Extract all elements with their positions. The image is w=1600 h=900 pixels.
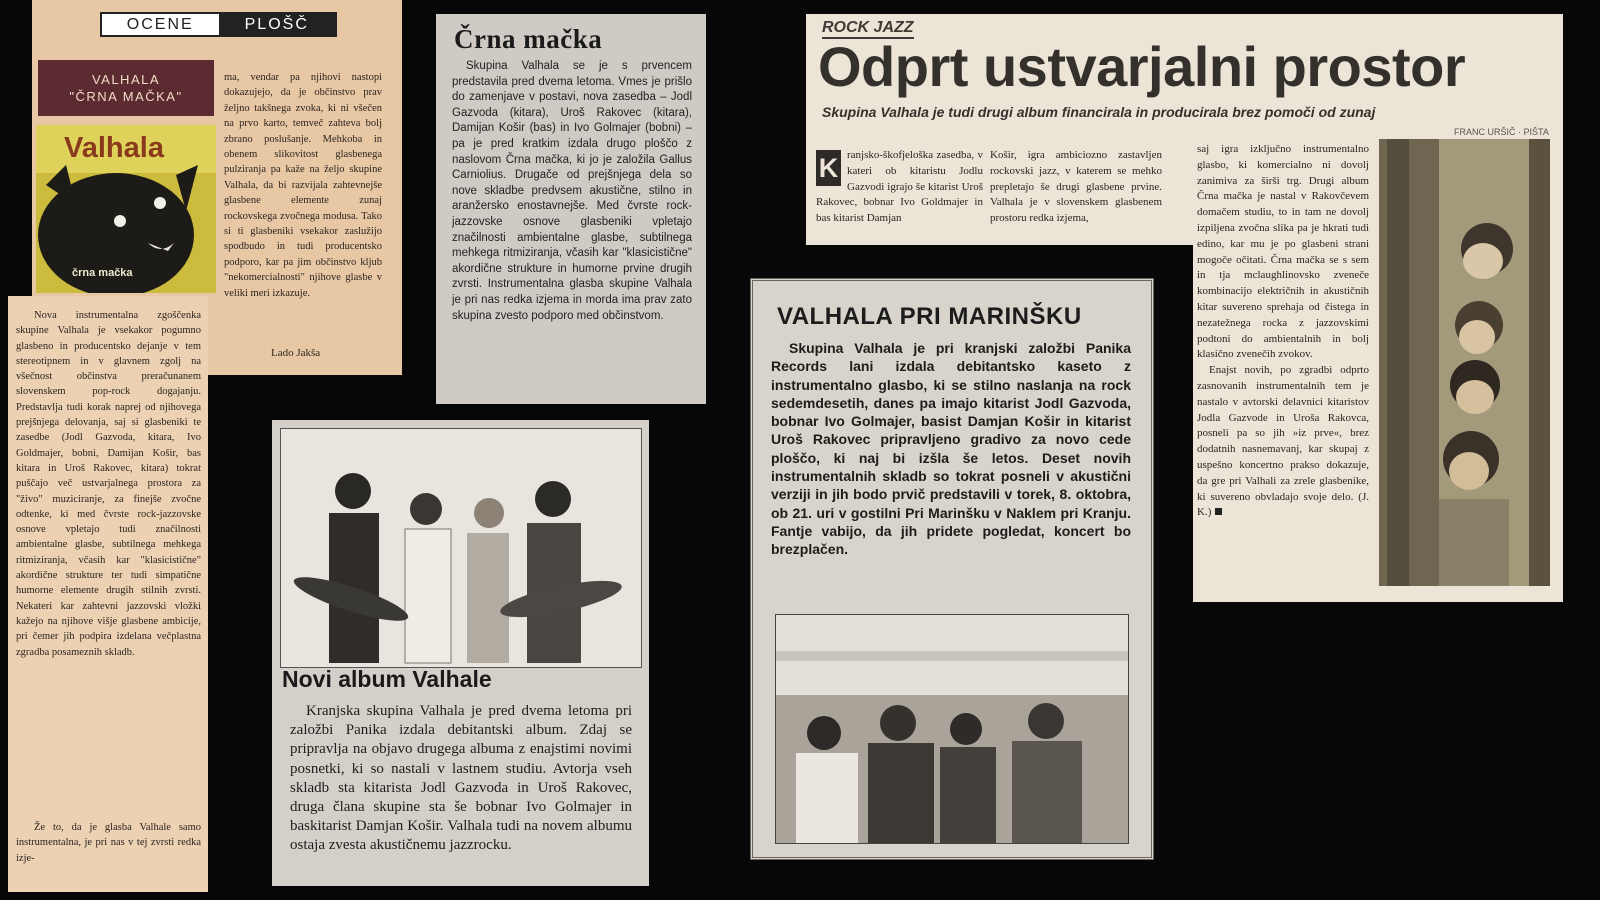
clipping-crna-macka [436,14,706,404]
column-3-text-b-body: Enajst novih, po zgradbi odprto zasnovanih instrumentalnih tem je nastalo v avtorski delavnici kitaristov Jodla Gazvode in Uroša Rakovca, posneli pa so jih »iz prve«, brez dodatnih nasnemavanj, kar skupaj z uspešno koncertno prakso dokazuje, da gre pri Valhali za zrele glasbenike, ki suvereno obvladajo svoje delo. [1197,364,1369,503]
end-mark-icon [1215,508,1222,515]
photo-credit: FRANC URŠIČ · PIŠTA [1454,127,1549,137]
headline: VALHALA PRI MARINŠKU [777,303,1082,330]
column-3-text-b [1197,363,1369,521]
cover-subtitle: črna mačka [72,267,133,279]
album-cover-image [36,125,216,293]
review-author: Lado Jakša [271,347,321,359]
band-photo-figures [281,429,641,667]
band-photo-figures [1379,139,1550,586]
headline: Odprt ustvarjalni prostor [818,35,1466,98]
album-label-box [38,60,214,116]
clipping-odprt-prostor [806,14,1563,602]
band-photo [775,614,1129,844]
kicker: ROCK JAZZ [822,19,914,39]
band-photo-tree [1379,139,1550,586]
article-column-1 [816,148,983,227]
subheadline: Skupina Valhala je tudi drugi album financirala in producirala brez pomoči od zunaj [822,104,1376,120]
article-body: Skupina Valhala se je s prvencem predstavila pred dvema letoma. Vmes je prišlo do zamenjave v postavi, nova zasedba – Jodl Gazvoda (kitara), Uroš Rakovec (kitara), Damijan Košir (bas) in Ivo Golmajer (bobni) – pa je pred kratkim izdala drugo ploščo z naslovom Črna mačka, ki jo je založila Gallus Carniolius. Drugače od prejšnjega dela so nove skladbe predvsem akustične, stilno in aranžersko enostavnejše. Med čvrste rock-jazzovske osnove glasbeniki vpletajo značilnosti ambientalne glasbe, subtilnega mehkega ritmiziranja, včasih kar "klasicistične" akordične strukture in humorne prvine drugih zvrsti. Instrumentalna glasba skupine Valhala je pri nas redka izjema in morda ima prav zato skupina zvesto podporo med občinstvom. [452,60,692,322]
review-column-right: ma, vendar pa njihovi nastopi dokazujejo, da je občinstvo prav željno takšnega zvoka, ki ni všečen na prvo karto, temveč zahteva bolj zbrano poslušanje. Mehkoba in obenem slikovitost glasbenega pulziranja pa kaže na željo skupine Valhala, da bi razvijala zahtevnejše glasbene elemente zunaj rockovskega zvočnega modusa. Tako si ti glasbeniki vsekakor zaslužijo spodbudo in tudi producentsko podporo, kar pa jim občinstvo kljub "nekomercialnosti" njihove glasbe v veliki meri izkazuje. [224,72,382,299]
album-band: VALHALA [91,72,161,87]
review-column-left: Nova instrumentalna zgoščenka skupine Valhala je vsekakor pogumno glasbeno in producentsko dejanje v tem stereotipnem in v glavnem zgolj na všečnost občinstva preračunanem slovenskem pop-rock dogajanju. Predstavlja tudi korak naprej od njihovega prejšnjega delovanja, saj si glasbeniki te zasedbe (Jodl Gazvoda, kitara, Ivo Goldmajer, bobni, Damijan Košir, bas kitara in Uroš Rakovec, kitara) tokrat puščajo več ustvarjalnega prostora za "živo" muziciranje, za finejše zvočne odtenke, ki med čvrste rock-jazzovske osnove vpletajo tudi značilnosti ambientalne glasbe, subtilnega mehkega ritmiziranja, včasih kar "klasicistične" akordične strukture ter tudi simpatične humorne elemente drugih stilnih zvrsti. Nekateri kar zahtevni jazzovski vložki kažejo na njihove višje glasbene ambicije, pri čemer jih podpira izdelana večplastna zgradba posameznih skladb. [16,310,201,658]
article-column-3 [1197,142,1369,521]
section-header [100,12,337,37]
article-body: Kranjska skupina Valhala je pred dvema letoma pri založbi Panika izdala debitantski album. Zdaj se pripravlja na objavo drugega albuma z enajstimi novimi posnetki, ki so nastali v lastnem studiu. Avtorja vseh skladb sta kitarista Jodl Gazvoda in Uroš Rakovec, druga člana skupine sta še bobnar Ivo Golmajer in baskitarist Damjan Košir. Valhala tudi na novem albumu ostaja zvesta akustičnemu jazzrocku. [290,703,632,854]
headline: Črna mačka [454,24,603,54]
column-3-text: saj igra izključno instrumentalno glasbo, ki komercialno ni dovolj zanimiva za širši trg. Drugi album Črna mačka je nastal v Rakovčevem domačem studiu, to in tam ne dovolj izpiljena zvočna slika pa je hkrati tudi edino, kar mu je po glasbeni strani mogoče očitati. Črna mačka se s sem in tja mclaughlinovsko zveneče kombinacijo električnih in akustičnih kitar suvereno sprehaja od čistega in nezatežnega rocka z jazzovskimi podtoni do ambientalnih in bolj klasično zvenečih zvokov. [1197,143,1369,361]
headline: Novi album Valhale [282,666,492,692]
article-column-2: Košir, igra ambiciozno zastavljen rockovski jazz, v katerem se mehko prepletajo še drugi glasbene prvine. Valhala je v slovenskem glasbenem prostoru redka izjema, [990,149,1162,225]
article-body: Skupina Valhala je pri kranjski založbi Panika Records lani izdala debitantsko kaseto z instrumentalno glasbo, ki se stilno naslanja na rock sedemdesetih, danes pa imajo kitarist Jodl Gazvoda, bobnar Ivo Golmajer, basist Damjan Košir in kitarist Uroš Rakovec pripravljeno gradivo za novo cede ploščo, ki naj bi izšla še letos. Deset novih instrumentalnih skladb so tokrat posneli v akustični verziji in jih bodo prvič predstavili v torek, 8. oktobra, ob 21. uri v gostilni Pri Marinšku v Naklem pri Kranju. Fantje vabijo, da jih pridete pogledat, koncert bo brezplačen. [771,340,1131,558]
drop-cap: K [816,150,841,186]
section-header-right: PLOŠČ [219,14,336,35]
column-1-text: ranjsko-škofjeloška zasedba, v kateri ob kitaristu Jodlu Gazvodi igrajo še kitarist Uroš Rakovec, bobnar Ivo Goldmajer in bas kitarist Damjan [816,149,983,225]
band-photo-figures [776,615,1128,843]
section-header-left: OCENE [126,16,194,33]
review-column-left-end: Že to, da je glasba Valhale samo instrumentalna, je pri nas v tej zvrsti redka izje- [16,822,201,864]
clipping-novi-album [272,420,649,886]
cover-title: Valhala [64,132,164,164]
album-title: "ČRNA MAČKA" [69,89,183,104]
band-photo [280,428,642,668]
signature: (J. K.) [1197,490,1369,519]
